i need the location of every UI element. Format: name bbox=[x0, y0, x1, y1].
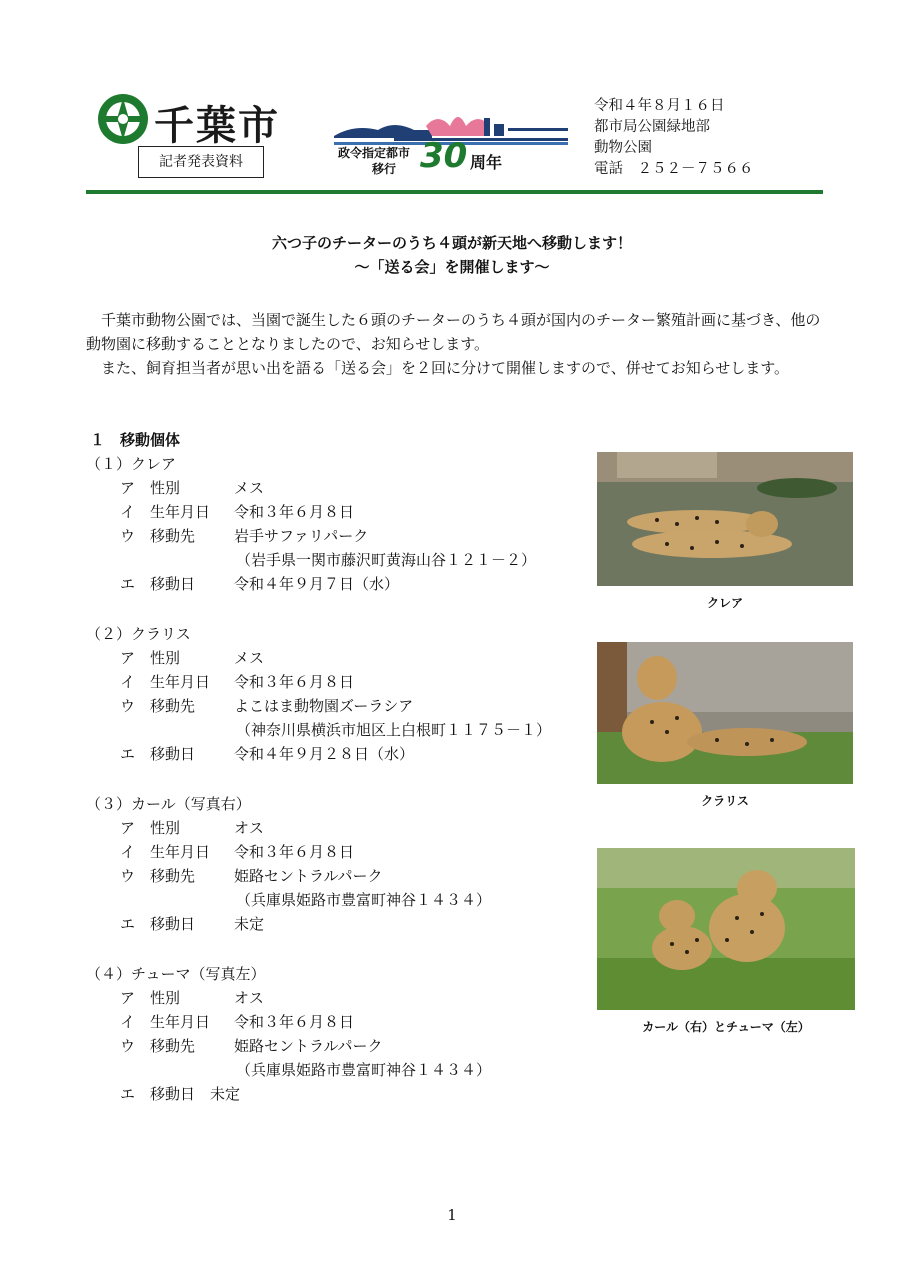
anniversary-text-1: 政令指定都市 bbox=[338, 146, 411, 160]
detail-row-address: （岩手県一関市藤沢町黄海山谷１２１－２） bbox=[236, 551, 537, 569]
detail-row: ウ 移動先 姫路セントラルパーク bbox=[120, 1037, 383, 1055]
detail-row: イ 生年月日 令和３年６月８日 bbox=[120, 503, 355, 521]
page-number: 1 bbox=[447, 1206, 457, 1224]
detail-row: ア 性別 オス bbox=[120, 989, 264, 1007]
detail-row: ア 性別 メス bbox=[120, 479, 265, 497]
animal-block-3 bbox=[86, 792, 491, 936]
detail-row: エ 移動日 令和４年９月２８日（水） bbox=[120, 745, 415, 763]
subheadline: ～「送る会」を開催します～ bbox=[354, 258, 550, 276]
office: 動物公園 bbox=[594, 140, 652, 156]
press-release-label: 記者発表資料 bbox=[138, 146, 264, 178]
detail-row: エ 移動日 未定 bbox=[120, 915, 265, 933]
city-logo bbox=[96, 92, 296, 148]
chiba-emblem-icon bbox=[96, 92, 150, 146]
phone: 電話 ２５２－７５６６ bbox=[594, 161, 754, 177]
headline: 六つ子のチーターのうち４頭が新天地へ移動します！ bbox=[271, 234, 632, 252]
animal-name: （３）カール（写真右） bbox=[86, 795, 251, 813]
photo-caption-2: クラリス bbox=[701, 794, 749, 808]
anniversary-number: 30 bbox=[420, 136, 468, 176]
anniversary-text-2: 移行 bbox=[372, 162, 397, 176]
anniversary-logo bbox=[334, 110, 568, 176]
detail-row: イ 生年月日 令和３年６月８日 bbox=[120, 843, 355, 861]
animal-block-2 bbox=[86, 622, 551, 766]
detail-row: ア 性別 オス bbox=[120, 819, 264, 837]
city-logo-text: 千葉市 bbox=[154, 103, 280, 149]
detail-row-address: （兵庫県姫路市豊富町神谷１４３４） bbox=[236, 1061, 492, 1079]
detail-row: イ 生年月日 令和３年６月８日 bbox=[120, 673, 355, 691]
detail-row: エ 移動日 令和４年９月７日（水） bbox=[120, 575, 400, 593]
section-heading: １ 移動個体 bbox=[90, 431, 181, 449]
issuer-info bbox=[594, 96, 824, 180]
animal-name: （１）クレア bbox=[86, 455, 177, 473]
department: 都市局公園緑地部 bbox=[594, 119, 710, 135]
release-date: 令和４年８月１６日 bbox=[594, 98, 725, 114]
detail-row: エ 移動日 未定 bbox=[120, 1085, 241, 1103]
detail-row: ウ 移動先 姫路セントラルパーク bbox=[120, 867, 383, 885]
intro-paragraph-1: 千葉市動物公園では、当園で誕生した６頭のチーターのうち４頭が国内のチーター繁殖計画に基づき、他の動物園に移動することとなりましたので、お知らせします。 bbox=[86, 311, 821, 353]
intro-paragraph-2: また、飼育担当者が思い出を語る「送る会」を２回に分けて開催しますので、併せてお知らせします。 bbox=[101, 359, 790, 377]
detail-row-address: （兵庫県姫路市豊富町神谷１４３４） bbox=[236, 891, 492, 909]
header-divider bbox=[86, 190, 823, 194]
photo-clarice bbox=[597, 642, 853, 784]
anniversary-suffix: 周年 bbox=[470, 153, 503, 172]
detail-row: ウ 移動先 岩手サファリパーク bbox=[120, 527, 369, 545]
animal-name: （４）チューマ（写真左） bbox=[86, 965, 266, 983]
photo-clair bbox=[597, 452, 853, 586]
animal-block-4 bbox=[86, 962, 491, 1106]
animal-block-1 bbox=[86, 452, 536, 596]
photo-karl-chuma bbox=[597, 848, 855, 1010]
detail-row: ウ 移動先 よこはま動物園ズーラシア bbox=[120, 697, 414, 715]
detail-row-address: （神奈川県横浜市旭区上白根町１１７５－１） bbox=[236, 721, 552, 739]
detail-row: イ 生年月日 令和３年６月８日 bbox=[120, 1013, 355, 1031]
detail-row: ア 性別 メス bbox=[120, 649, 265, 667]
animal-name: （２）クラリス bbox=[86, 625, 191, 643]
photo-caption-3: カール（右）とチューマ（左） bbox=[642, 1020, 810, 1034]
photo-caption-1: クレア bbox=[706, 596, 743, 610]
